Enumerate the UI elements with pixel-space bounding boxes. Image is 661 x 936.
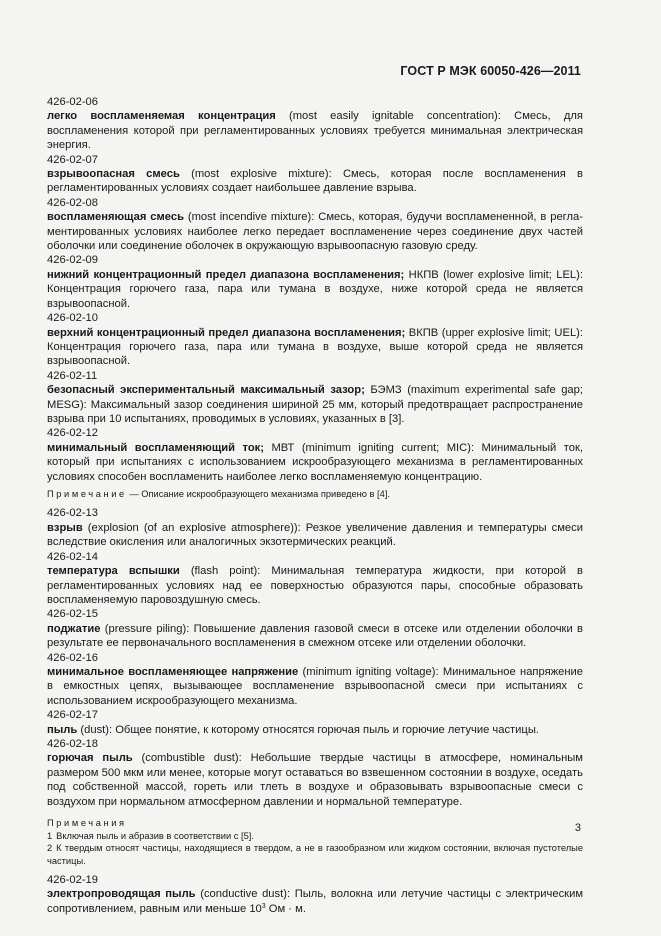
entry-text: (explosion (of an explosive atmosphere)): Резкое увеличение давления и температуры смеси вследствие окисления или аналогичных экзотермических реакций. — [47, 521, 583, 549]
entry-code: 426-02-16 — [47, 651, 99, 664]
entry-definition — [47, 887, 583, 916]
entry-code: 426-02-10 — [47, 312, 99, 325]
entry-code: 426-02-11 — [47, 369, 98, 382]
entry-code: 426-02-12 — [47, 427, 99, 440]
entry-term: верхний концентрационный предел диапазона воспламенения; — [47, 326, 406, 339]
entry-term: температура вспышки — [47, 565, 180, 578]
entry-term: поджатие — [47, 622, 101, 635]
entry-text: НКПВ (lower explosive limit; LEL): Концентрация горючего газа, пара или тумана в воздухе, ниже которой среда не является взрывоопасной. — [47, 268, 583, 310]
entry-term: минимальное воспламеняющее напряжение — [47, 665, 299, 678]
entry-text: (most explosive mixture): Смесь, которая после воспламенения в регламентированных условиях создает наибольшее давление взрыва. — [47, 168, 583, 195]
notes-2 — [47, 817, 583, 867]
entry-text: (pressure piling): Повышение давления газовой смеси в отсеке или отделении оболочки в результате ее первоначального воспламенения в смежном отсеке или отделении оболочки. — [47, 622, 583, 650]
entry-code: 426-02-17 — [47, 709, 99, 722]
entry-text: (most easily ignitable concentration): Смесь, для воспламенения которой при регламентированных условиях требуется минимальная электрическая энергия. — [47, 110, 583, 152]
entry-text: (minimum igniting voltage): Минимальное напряжение в емкостных цепях, вызывающее воспламенение взрывоопасной смеси при испытаниях с использованием искрообразующего механизма. — [47, 665, 583, 707]
note-1-text: — Описание искрообразующего механизма приведено в [4]. — [126, 488, 390, 499]
unit-text: Ом · м. — [265, 902, 306, 915]
entry-definition — [47, 326, 583, 369]
note-text: Включая пыль и абразив в соответствии с [5]. — [56, 830, 254, 841]
definition-entry — [47, 607, 583, 650]
exponent: 3 — [261, 902, 266, 910]
entry-text: БЭМЗ (maximum experimental safe gap; MESG): Максимальный зазор соединения шириной 25 мм, который предотвращает распространение взрыва при 10 испытаниях, проводимых в условиях, указанных в [3]. — [47, 384, 583, 425]
definition-entry — [47, 253, 583, 311]
definition-entry — [47, 651, 583, 709]
entry-code: 426-02-18 — [47, 737, 99, 750]
note-text: К твердым относят частицы, находящиеся в твердом, а не в газообразном или жидком состоянии, включая пустотелые частицы. — [47, 843, 583, 866]
entry-text: (combustible dust): Небольшие твердые частицы в атмосфере, номинальным размером 500 мкм или менее, которые могут оставаться во взвешенном состоянии в воздухе, оседать под собственной массой, гореть или тлеть в воздухе и образовывать взрывоопасные смеси с воздухом при нормальном атмосферном давлении и нормальной температуре. — [47, 752, 583, 808]
definition-entry — [47, 550, 583, 608]
definition-entry — [47, 737, 583, 809]
entry-definition — [47, 665, 583, 708]
entry-definition — [47, 210, 583, 253]
entry-text: (flash point): Минимальная температура жидкости, при которой в регламентированных условиях над ее поверхностью образуются пары, способные образовать воспламеняемую паровоздушную смесь. — [47, 565, 583, 606]
entry-definition — [47, 268, 583, 311]
entries-group-1 — [47, 95, 583, 484]
entry-code: 426-02-08 — [47, 196, 99, 209]
entry-definition — [47, 564, 583, 607]
definition-entry — [47, 506, 583, 549]
entry-definition — [47, 109, 583, 152]
entry-term: взрывоопасная смесь — [47, 168, 180, 181]
entry-definition — [47, 521, 583, 550]
entry-definition — [47, 441, 583, 484]
entry-term: пыль — [47, 723, 78, 736]
definition-entry — [47, 153, 583, 196]
entry-term: электропроводящая пыль — [47, 888, 196, 901]
entry-code: 426-02-14 — [47, 550, 99, 563]
definition-entry — [47, 369, 583, 427]
entry-text: (conductive dust): Пыль, волокна или летучие частицы с электрическим сопротивлением, равным или меньше 10 — [47, 888, 584, 915]
entry-text: МВТ (minimum igniting current; MIC): Минимальный ток, который при испытаниях с использованием искрообразующего механизма в регламентированных условиях способен воспламенить наиболее легко воспламеняемую концентрацию. — [47, 441, 583, 483]
definition-entry — [47, 196, 583, 254]
entry-code: 426-02-19 — [47, 874, 99, 886]
entry-term: взрыв — [47, 521, 83, 534]
entry-term: нижний концентрационный предел диапазона воспламенения; — [47, 268, 405, 281]
note-1-heading: Примечание — [47, 488, 127, 499]
definitions-body — [47, 95, 583, 916]
notes-2-heading: Примечания — [47, 818, 127, 828]
entry-text: (most incendive mixture): Смесь, которая, будучи воспламененной, в регламентированных условиях наиболее легко передает воспламенение через соединение двух частей оболочки или соединение оболочек в окружающую взрывоопасную газовую среду. — [47, 211, 583, 253]
entry-definition — [47, 167, 583, 196]
entry-definition — [47, 751, 583, 809]
entry-term: минимальный воспламеняющий ток; — [47, 441, 265, 454]
entry-definition — [47, 723, 583, 737]
definition-entry — [47, 426, 583, 484]
entry-426-02-19 — [47, 873, 583, 916]
entries-group-2 — [47, 506, 583, 809]
definition-entry — [47, 708, 583, 737]
entry-term: безопасный экспериментальный максимальный зазор; — [47, 384, 365, 397]
entry-definition — [47, 622, 583, 651]
note-number: 1 — [47, 830, 53, 841]
entry-text: ВКПВ (upper explosive limit; UEL): Концентрация горючего газа, пара или тумана в воздухе, выше которой среда не является взрывоопасной. — [47, 326, 583, 368]
entry-text: (dust): Общее понятие, к которому относятся горючая пыль и горючие летучие частицы. — [77, 723, 539, 736]
definition-entry — [47, 311, 583, 369]
notes-2-item — [47, 842, 583, 867]
entry-code: 426-02-13 — [47, 507, 99, 520]
entry-term: легко воспламеняемая концентрация — [47, 110, 276, 123]
definition-entry — [47, 95, 583, 153]
standard-header: ГОСТ Р МЭК 60050-426—2011 — [400, 64, 581, 78]
notes-2-item — [47, 830, 583, 843]
entry-code: 426-02-07 — [47, 153, 99, 166]
entry-code: 426-02-15 — [47, 608, 99, 621]
entry-definition — [47, 383, 583, 426]
entry-term: горючая пыль — [47, 752, 133, 765]
note-number: 2 — [47, 843, 53, 853]
note-1 — [47, 488, 583, 501]
entry-term: воспламеняющая смесь — [47, 211, 184, 224]
entry-code: 426-02-06 — [47, 96, 99, 108]
page-number: 3 — [574, 822, 581, 834]
entry-code: 426-02-09 — [47, 254, 99, 267]
